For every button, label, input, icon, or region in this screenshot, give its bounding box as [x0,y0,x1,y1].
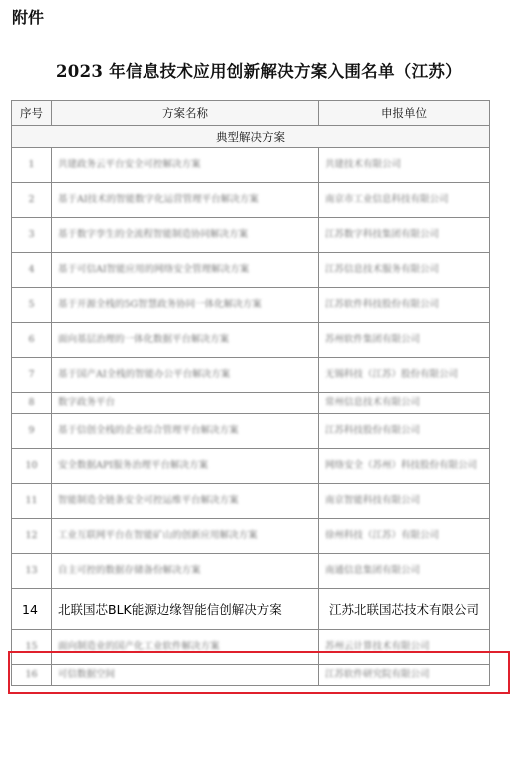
row-solution-name: 基于信创全栈的企业综合管理平台解决方案 [52,414,319,449]
table-row [12,253,490,288]
row-number: 2 [12,183,52,218]
table-header-row [12,101,490,126]
row-applicant: 江苏数字科技集团有限公司 [319,218,490,253]
row-applicant: 江苏信息技术服务有限公司 [319,253,490,288]
row-number: 16 [12,665,52,686]
solution-list-table [11,100,490,686]
row-solution-name: 共建政务云平台安全可控解决方案 [52,148,319,183]
row-solution-name: 基于可信AI智能应用的网络安全管理解决方案 [52,253,319,288]
row-number: 1 [12,148,52,183]
row-applicant: 南通信息集团有限公司 [319,554,490,589]
row-applicant: 江苏软件研究院有限公司 [319,665,490,686]
row-number: 7 [12,358,52,393]
row-solution-name: 基于AI技术的智能数字化运营管理平台解决方案 [52,183,319,218]
table-row [12,484,490,519]
row-number: 6 [12,323,52,358]
row-solution-name: 智能制造全链条安全可控运维平台解决方案 [52,484,319,519]
table-row [12,519,490,554]
row-solution-name: 基于国产AI全栈的智能办公平台解决方案 [52,358,319,393]
row-number: 13 [12,554,52,589]
row-solution-name: 面向制造业的国产化工业软件解决方案 [52,630,319,665]
row-number: 10 [12,449,52,484]
table-row [12,554,490,589]
table-row [12,288,490,323]
table-row [12,148,490,183]
table-row [12,393,490,414]
section-row [12,126,490,148]
col-header-solution-name: 方案名称 [52,101,319,126]
row-solution-name: 基于数字孪生的全流程智能制造协同解决方案 [52,218,319,253]
row-number: 15 [12,630,52,665]
table-row [12,630,490,665]
row-applicant: 南京智能科技有限公司 [319,484,490,519]
section-title: 典型解决方案 [12,126,490,148]
table-body [12,126,490,686]
row-solution-name: 可信数据空间 [52,665,319,686]
row-number: 9 [12,414,52,449]
row-solution-name: 面向基层治理的一体化数据平台解决方案 [52,323,319,358]
row-solution-name: 工业互联网平台在智能矿山的创新应用解决方案 [52,519,319,554]
row-applicant: 网络安全（苏州）科技股份有限公司 [319,449,490,484]
table-row [12,449,490,484]
row-applicant: 南京市工业信息科技有限公司 [319,183,490,218]
table-row [12,218,490,253]
row-number: 4 [12,253,52,288]
highlighted-row [12,589,490,630]
table-row [12,323,490,358]
row-solution-name: 自主可控的数据存储备份解决方案 [52,554,319,589]
table-row [12,358,490,393]
row-number: 14 [12,589,52,630]
row-solution-name: 北联国芯BLK能源边缘智能信创解决方案 [52,589,319,630]
row-number: 3 [12,218,52,253]
row-number: 11 [12,484,52,519]
row-applicant: 苏州云计算技术有限公司 [319,630,490,665]
col-header-applicant: 申报单位 [319,101,490,126]
row-applicant: 江苏北联国芯技术有限公司 [319,589,490,630]
row-number: 8 [12,393,52,414]
table-row [12,414,490,449]
row-solution-name: 数字政务平台 [52,393,319,414]
table-row [12,183,490,218]
row-solution-name: 基于开源全栈的5G智慧政务协同一体化解决方案 [52,288,319,323]
row-solution-name: 安全数据API服务治理平台解决方案 [52,449,319,484]
row-applicant: 常州信息技术有限公司 [319,393,490,414]
document-title: 2023 年信息技术应用创新解决方案入围名单（江苏） [56,62,462,81]
row-applicant: 江苏软件科技股份有限公司 [319,288,490,323]
row-applicant: 徐州科技（江苏）有限公司 [319,519,490,554]
attachment-label: 附件 [12,8,45,27]
row-number: 5 [12,288,52,323]
row-applicant: 江苏科技股份有限公司 [319,414,490,449]
table-row [12,665,490,686]
row-applicant: 苏州软件集团有限公司 [319,323,490,358]
col-header-number: 序号 [12,101,52,126]
row-applicant: 无锡科技（江苏）股份有限公司 [319,358,490,393]
row-number: 12 [12,519,52,554]
row-applicant: 共建技术有限公司 [319,148,490,183]
